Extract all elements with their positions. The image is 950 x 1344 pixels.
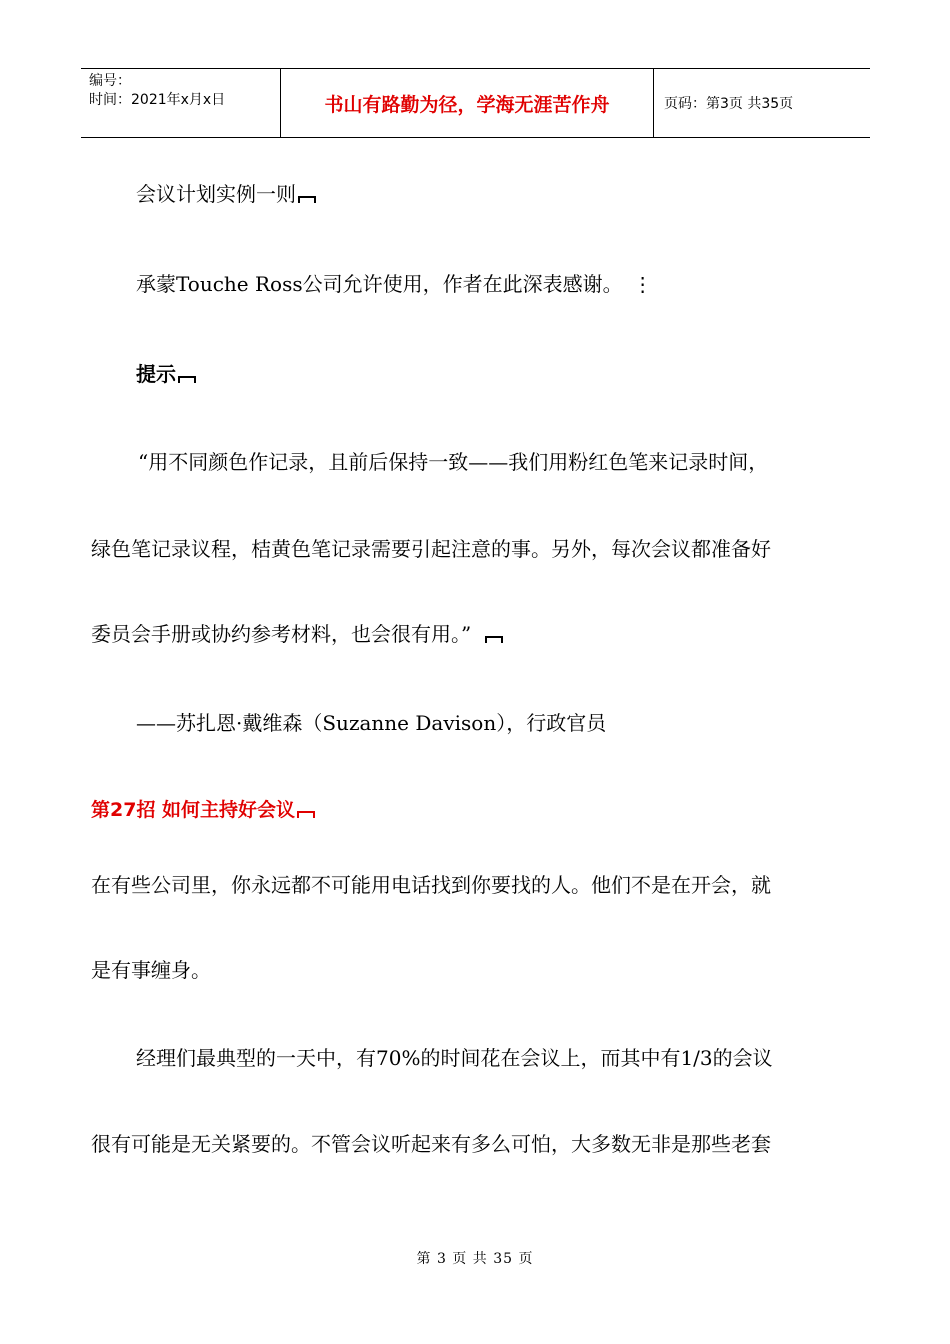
paragraph-2-text: 承蒙Touche Ross公司允许使用，作者在此深表感谢。 [136,272,623,296]
paragraph-1 [136,180,316,208]
quote-line-3-text: 委员会手册或协约参考材料，也会很有用。” [91,622,472,646]
section-heading-text: 第27招 如何主持好会议 [91,799,296,821]
section-para-1-line-2: 是有事缠身。 [91,958,211,982]
tip-heading [136,360,196,388]
paragraph-mark-icon [178,374,196,383]
paragraph-mark-icon [298,194,316,203]
paragraph-2 [136,270,653,298]
quote-line-3 [91,620,503,648]
section-heading [91,796,315,824]
quote-line-1: “用不同颜色作记录，且前后保持一致——我们用粉红色笔来记录时间， [138,450,769,474]
paragraph-2-tail: ⋮ [632,272,653,296]
doc-number-label: 编号： [89,73,131,89]
tip-heading-text: 提示 [136,362,176,386]
page-header [81,68,870,138]
quote-line-2: 绿色笔记录议程，桔黄色笔记录需要引起注意的事。另外，每次会议都准备好 [91,537,771,561]
paragraph-1-text: 会议计划实例一则 [136,182,296,206]
header-page-info: 页码：第3页 共35页 [664,96,794,112]
header-meta [81,69,281,137]
attribution: ——苏扎恩·戴维森（Suzanne Davison），行政官员 [136,711,607,735]
doc-date: 时间：2021年x月x日 [89,92,226,108]
section-para-2-line-1: 经理们最典型的一天中，有70%的时间花在会议上，而其中有1/3的会议 [136,1046,773,1070]
section-para-2-line-2: 很有可能是无关紧要的。不管会议听起来有多么可怕，大多数无非是那些老套 [91,1132,771,1156]
paragraph-mark-icon [485,634,503,643]
page-footer: 第 3 页 共 35 页 [416,1251,534,1267]
section-para-1-line-1: 在有些公司里，你永远都不可能用电话找到你要找的人。他们不是在开会，就 [91,873,771,897]
paragraph-mark-icon [297,809,315,818]
header-motto: 书山有路勤为径，学海无涯苦作舟 [281,69,654,137]
